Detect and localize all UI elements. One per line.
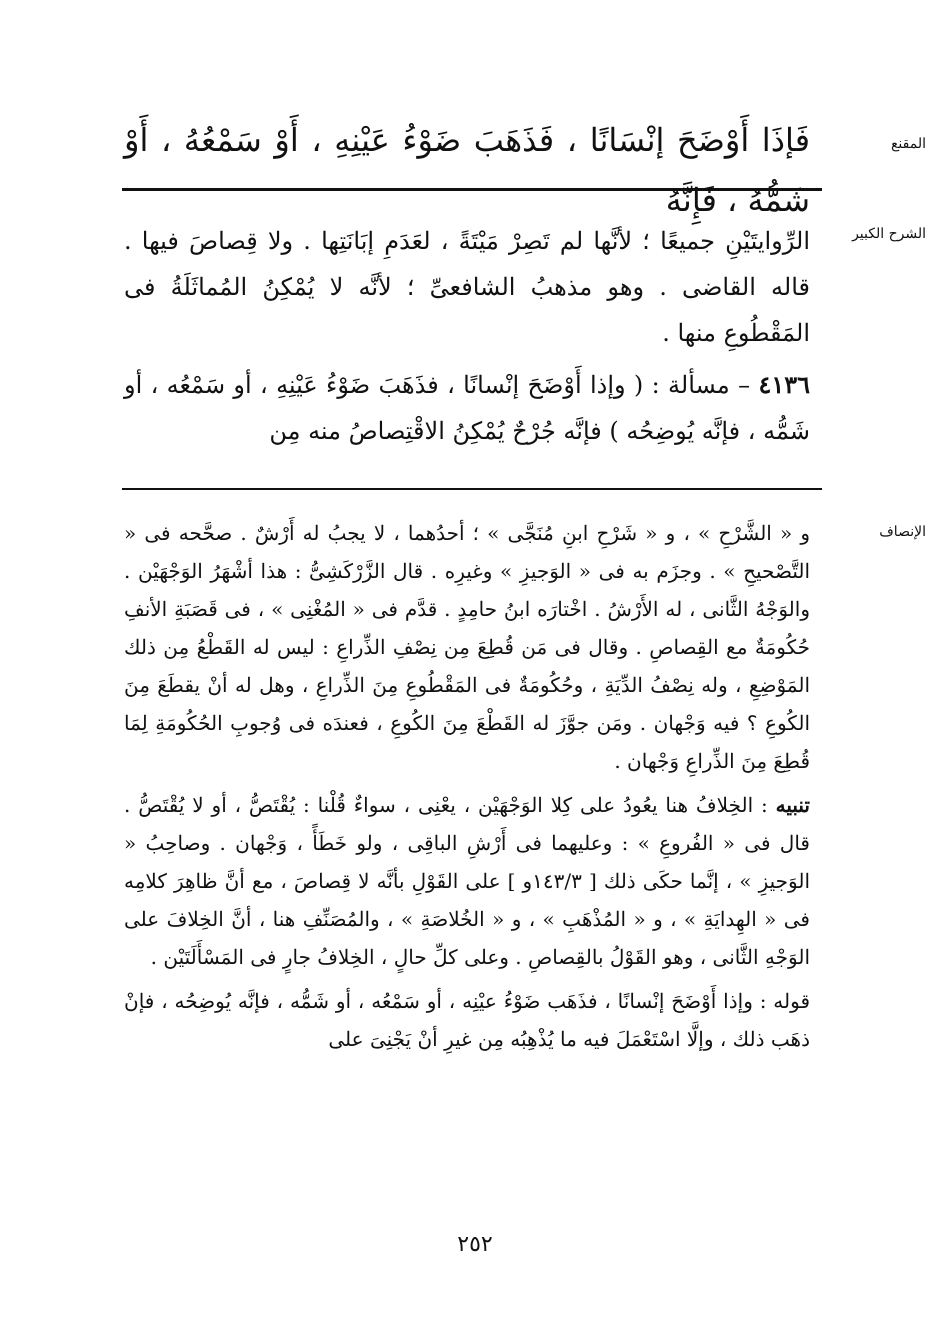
tanbih-lead: تنبيه: [775, 793, 810, 817]
muqni-label: المقنع: [890, 136, 926, 152]
insaf-label: الإنصاف: [879, 524, 926, 540]
insaf-tanbih: [124, 786, 810, 976]
sharh-paragraph-1: الرِّوايتَيْنِ جميعًا ؛ لأنَّها لم تَصِرْ مَيْتَةً ، لعَدَمِ إبَانَتِها . ولا قِصاصَ فيها . قاله القاضى . وهو مذهبُ الشافعىِّ ؛ لأنَّه لا يُمْكِنُ المُماثَلَةُ فى المَقْطُوعِ منها .: [124, 227, 810, 347]
page-number: ٢٥٢: [457, 1232, 493, 1257]
issue-text: – مسألة : ( وإذا أَوْضَحَ إنْسانًا ، فذَهَبَ ضَوْءُ عَيْنِهِ ، أو سَمْعُه ، أو شَمُّه ، فإنَّه يُوضِحُه ) فإنَّه جُرْحٌ يُمْكِنُ الاقْتِصاصُ منه مِن: [124, 371, 810, 445]
issue-number: ٤١٣٦: [758, 370, 810, 399]
sharh-text: [124, 218, 810, 454]
sharh-paragraph-2: [124, 362, 810, 454]
insaf-paragraph-1: و « الشَّرْحِ » ، و « شَرْحِ ابنِ مُنَجَّى » ؛ أحدُهما ، لا يجبُ له أَرْشٌ . صحَّحه فى « التَّصْحيحِ » . وجزَم به فى « الوَجيزِ » وغيرِه . قال الزَّرْكَشِىُّ : هذا أشْهَرُ الوَجْهَيْن . والوَجْهُ الثَّانى ، له الأَرْشُ . اخْتارَه ابنُ حامِدٍ . قدَّم فى « المُغْنِى » ، فى قَصَبَةِ الأنفِ حُكُومَةٌ مع القِصاصِ . وقال فى مَن قُطِعَ مِن نِصْفِ الذِّراعِ : ليس له القَطْعُ مِن ذلك المَوْضِعِ ، وله نِصْفُ الدِّيَةِ ، وحُكُومَةٌ فى المَقْطُوعِ مِنَ الذِّراعِ ، وهل له أنْ يقطَعَ مِنَ الكُوعِ ؟ فيه وَجْهان . ومَن جوَّزَ له القَطْعَ مِنَ الكُوعِ ، فعندَه فى وُجوبِ الحُكُومَةِ لِمَا قُطِعَ مِنَ الذِّراعِ وَجْهان .: [124, 521, 810, 773]
insaf-paragraph-3: قوله : وإذا أَوْضَحَ إنْسانًا ، فذَهَب ضَوْءُ عيْنِه ، أو سَمْعُه ، أو شَمُّه ، فإنَّه يُوضِحُه ، فإنْ ذهَب ذلك ، وإلَّا اسْتَعْمَلَ فيه ما يُذْهِبُه مِن غيرِ أنْ يَجْنِىَ على: [124, 989, 810, 1051]
muqni-text: [124, 110, 810, 230]
sharh-divider: [122, 488, 822, 490]
muqni-divider: [122, 188, 822, 191]
tanbih-text: : الخِلافُ هنا يعُودُ على كِلا الوَجْهَيْن ، يعْنِى ، سواءٌ قُلْنا : يُقْتَصُّ ، أو لا يُقْتَصُّ . قال فى « الفُروعِ » : وعليهما فى أَرْشِ الباقِى ، ولو خَطَأً ، وَجْهان . وصاحِبُ « الوَجيزِ » ، إنَّما حكَى ذلك [ ١٤٣/٣و ] على القَوْلِ بأنَّه لا قِصاصَ ، مع أنَّ ظاهِرَ كلامِه فى « الهِدايَةِ » ، و « المُذْهَبِ » ، و « الخُلاصَةِ » ، والمُصَنِّفِ هنا ، أنَّ الخِلافَ على الوَجْهِ الثَّانى ، وهو القَوْلُ بالقِصاصِ . وعلى كلِّ حالٍ ، الخِلافُ جارٍ فى المَسْأَلَتَيْن .: [124, 793, 811, 969]
muqni-paragraph: فَإذَا أَوْضَحَ إنْسَانًا ، فَذَهَبَ ضَوْءُ عَيْنِهِ ، أَوْ سَمْعُهُ ، أَوْ شَمُّهُ ، فَإِنَّهُ: [124, 121, 810, 219]
insaf-text: [124, 514, 810, 1058]
sharh-label: الشرح الكبير: [852, 226, 926, 242]
